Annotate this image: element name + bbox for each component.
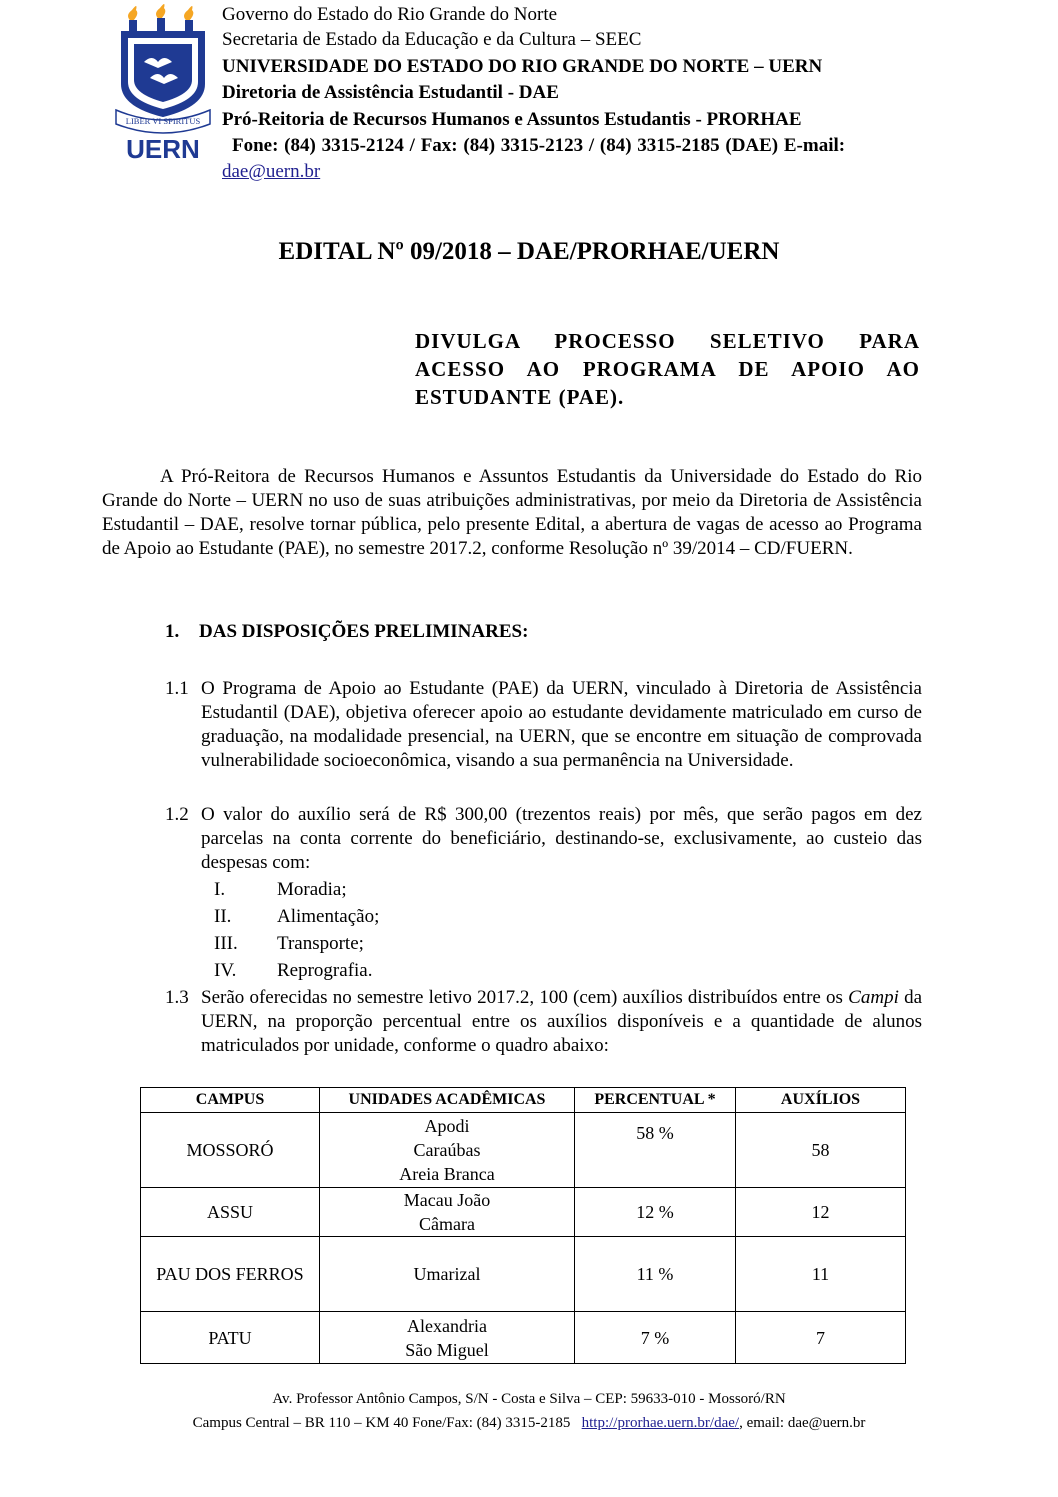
list-item: I. Moradia; [214,879,347,900]
col-header-percentual: PERCENTUAL * [575,1088,736,1113]
cell-percentual: 58 % [575,1113,736,1188]
item-text: O Programa de Apoio ao Estudante (PAE) da UERN, vinculado à Diretoria de Assistência Estudantil (DAE), objetiva oferecer apoio ao estudante devidamente matriculado em curso de graduação, na modalidade presencial, na UERN, que se encontre em situação de comprovada vulnerabilidade socioeconômica, visando a sua permanência na Universidade. [201,678,922,771]
cell-campus: PAU DOS FERROS [141,1237,320,1312]
header-secretariat: Secretaria de Estado da Educação e da Cultura – SEEC [222,29,642,50]
item-number: 1.2 [165,804,189,825]
item-text: Serão oferecidas no semestre letivo 2017.2, 100 (cem) auxílios distribuídos entre os Campi da UERN, na proporção percentual entre os auxílios disponíveis e a quantidade de alunos matriculados por unidade, conforme o quadro abaixo: [201,987,923,1056]
cell-unidades: Apodi Caraúbas Areia Branca [320,1113,575,1188]
cell-campus: PATU [141,1312,320,1364]
cell-unidades: Alexandria São Miguel [320,1312,575,1364]
uern-crest-icon [110,2,216,162]
cell-percentual: 11 % [575,1237,736,1312]
header-university: UNIVERSIDADE DO ESTADO DO RIO GRANDE DO NORTE – UERN [222,56,823,77]
list-item: II. Alimentação; [214,906,380,927]
list-item: III. Transporte; [214,933,364,954]
header-email-link[interactable]: dae@uern.br [222,161,321,182]
cell-auxilios: 11 [736,1237,906,1312]
torch-icon [128,4,193,32]
quota-table [140,1087,906,1364]
cell-percentual: 12 % [575,1188,736,1237]
logo-motto: LIBER VI SPIRITUS [125,116,201,126]
table-row [141,1237,906,1312]
cell-campus: MOSSORÓ [141,1113,320,1188]
intro-paragraph: A Pró-Reitora de Recursos Humanos e Assuntos Estudantis da Universidade do Estado do Rio Grande do Norte – UERN no uso de suas atribuições administrativas, por meio da Diretoria de Assistência Estudantil – DAE, resolve tornar pública, pelo presente Edital, a abertura de vagas de acesso ao Programa de Apoio ao Estudante (PAE), no semestre 2017.2, conforme Resolução nº 39/2014 – CD/FUERN. [102,466,922,559]
edital-subject [415,327,920,411]
header-contact: Fone: (84) 3315-2124 / Fax: (84) 3315-2123 / (84) 3315-2185 (DAE) E-mail: [232,135,846,156]
subject-line: DIVULGA PROCESSO SELETIVO PARA [415,329,920,353]
item-1-3 [165,986,922,1058]
header-directorate: Diretoria de Assistência Estudantil - DAE [222,82,559,103]
cell-unidades: Umarizal [320,1237,575,1312]
item-number: 1.1 [165,678,189,699]
footer-website-link[interactable]: http://prorhae.uern.br/dae/ [581,1415,740,1431]
item-number: 1.3 [165,987,189,1008]
item-1-1 [165,677,922,773]
table-row [141,1312,906,1364]
edital-title: EDITAL Nº 09/2018 – DAE/PRORHAE/UERN [278,238,780,265]
cell-percentual: 7 % [575,1312,736,1364]
col-header-auxilios: AUXÍLIOS [736,1088,906,1113]
header-prorectorate: Pró-Reitoria de Recursos Humanos e Assuntos Estudantis - PRORHAE [222,109,802,130]
cell-auxilios: 7 [736,1312,906,1364]
footer-address: Av. Professor Antônio Campos, S/N - Costa e Silva – CEP: 59633-010 - Mossoró/RN [272,1391,786,1407]
uern-logo [110,2,216,162]
col-header-unidades: UNIDADES ACADÊMICAS [320,1088,575,1113]
table-row [141,1188,906,1237]
cell-campus: ASSU [141,1188,320,1237]
section-number: 1. [165,621,180,642]
section-title: DAS DISPOSIÇÕES PRELIMINARES: [199,621,529,642]
cell-auxilios: 58 [736,1113,906,1188]
item-1-2 [165,803,922,875]
logo-wordmark: UERN [126,134,200,162]
expense-list [214,876,379,984]
list-item: IV. Reprografia. [214,960,373,981]
header-government: Governo do Estado do Rio Grande do Norte [222,4,558,25]
section-heading [165,621,528,643]
col-header-campus: CAMPUS [141,1088,320,1113]
table-header-row [141,1088,906,1113]
table-row [141,1113,906,1188]
cell-auxilios: 12 [736,1188,906,1237]
item-text: O valor do auxílio será de R$ 300,00 (trezentos reais) por mês, que serão pagos em dez parcelas na conta corrente do beneficiário, destinando-se, exclusivamente, ao custeio das despesas com: [201,804,922,873]
footer-contact: Campus Central – BR 110 – KM 40 Fone/Fax: (84) 3315-2185 http://prorhae.uern.br/dae/, email: dae@uern.br [192,1415,866,1431]
subject-line: ACESSO AO PROGRAMA DE APOIO AO [415,357,920,381]
subject-line: ESTUDANTE (PAE). [415,385,625,409]
cell-unidades: Macau João Câmara [320,1188,575,1237]
